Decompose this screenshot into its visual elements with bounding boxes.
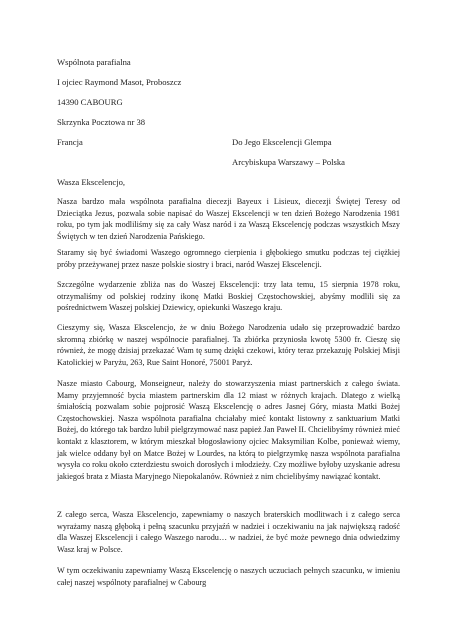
sender-pobox: Skrzynka Pocztowa nr 38 [57,117,146,127]
paragraph-4: Cieszymy się, Wasza Ekscelencjo, że w dniu Bożego Narodzenia udało się przeprowadzić bardzo skromną zbiórkę w naszej wspólnocie parafialnej. Ta zbiórka przyniosła kwotę 5300 fr. Cieszę się również, że mogę dzisiaj przekazać Wam tę sumę dzięki czekowi, który teraz przekazuję Polskiej Misji Katolickiej w Paryżu, 263, Rue Saint Honoré, 75001 Paryż. [57,323,400,367]
salutation: Wasza Ekscelencjo, [57,177,126,187]
recipient-line-1: Do Jego Ekscelencji Glempa [232,137,332,147]
paragraph-2: Staramy się być świadomi Waszego ogromnego cierpienia i głębokiego smutku podczas tej ciężkiej próby przeżywanej przez nasze polskie siostry i braci, naród Waszej Ekscelencji. [57,248,400,269]
paragraph-1: Nasza bardzo mała wspólnota parafialna diecezji Bayeux i Lisieux, diecezji Świętej Teresy od Dzieciątka Jezus, pozwala sobie napisać do Waszej Ekscelencji w ten dzień Bożego Narodzenia 1981 roku, po tym jak modliliśmy się za cały Wasz naród i za Waszą Ekscelencję podczas wszystkich Mszy Świętych w ten dzień Narodzenia Pańskiego. [57,197,400,241]
sender-country: Francja [57,137,83,147]
sender-postcode: 14390 CABOURG [57,97,123,107]
sender-org: Wspólnota parafialna [57,57,131,67]
recipient-line-2: Arcybiskupa Warszawy – Polska [232,157,345,167]
paragraph-3: Szczególne wydarzenie zbliża nas do Waszej Ekscelencji: trzy lata temu, 15 sierpnia 1978 roku, otrzymaliśmy od polskiej rodziny ikonę Matki Boskiej Częstochowskiej, abyśmy modlili się za pośrednictwem Waszej polskiej Dziewicy, opiekunki Waszego kraju. [57,280,400,313]
paragraph-6: Z całego serca, Wasza Ekscelencjo, zapewniamy o naszych braterskich modlitwach i z całego serca wyrażamy naszą głęboką i pełną szacunku przyjaźń w nadziei i oczekiwaniu na jak największą radość dla Waszej Ekscelencji i całego Waszego narodu… w nadziei, że być może pewnego dnia odwiedzimy Wasz kraj w Polsce. [57,510,400,554]
sender-name: I ojciec Raymond Masot, Proboszcz [57,77,182,87]
paragraph-5: Nasze miasto Cabourg, Monseigneur, należy do stowarzyszenia miast partnerskich z całego świata. Mamy przyjemność bycia miastem partnerskim dla 12 miast w różnych krajach. Dlatego z wielką śmiałością pozwalam sobie pojprosić Waszą Ekscelencję o adres Jasnej Góry, miasta Matki Bożej Częstochowskiej. Nasza wspólnota parafialna chciałaby mieć kontakt listowny z sanktuarium Matki Bożej, do którego tak bardzo lubił pielgrzymować nasz papież Jan Paweł II. Chcielibyśmy również mieć kontakt z klasztorem, w którym mieszkał błogosławiony ojciec Maksymilian Kolbe, ponieważ wiemy, jak wielce oddany był on Matce Bożej w Lourdes, na którą to pielgrzymkę nasza wspólnota parafialna wysyła co roku około czterdziestu swoich dorosłych i młodzieży. Czy możliwe byłoby uzyskanie adresu jakiegoś brata z Miasta Maryjnego Niepokalanów. Również z nim chcielibyśmy nawiązać kontakt. [57,379,400,481]
paragraph-7: W tym oczekiwaniu zapewniamy Waszą Ekscelencję o naszych uczuciach pełnych szacunku, w imieniu całej naszej wspólnoty parafialnej w Cabourg [57,566,400,587]
